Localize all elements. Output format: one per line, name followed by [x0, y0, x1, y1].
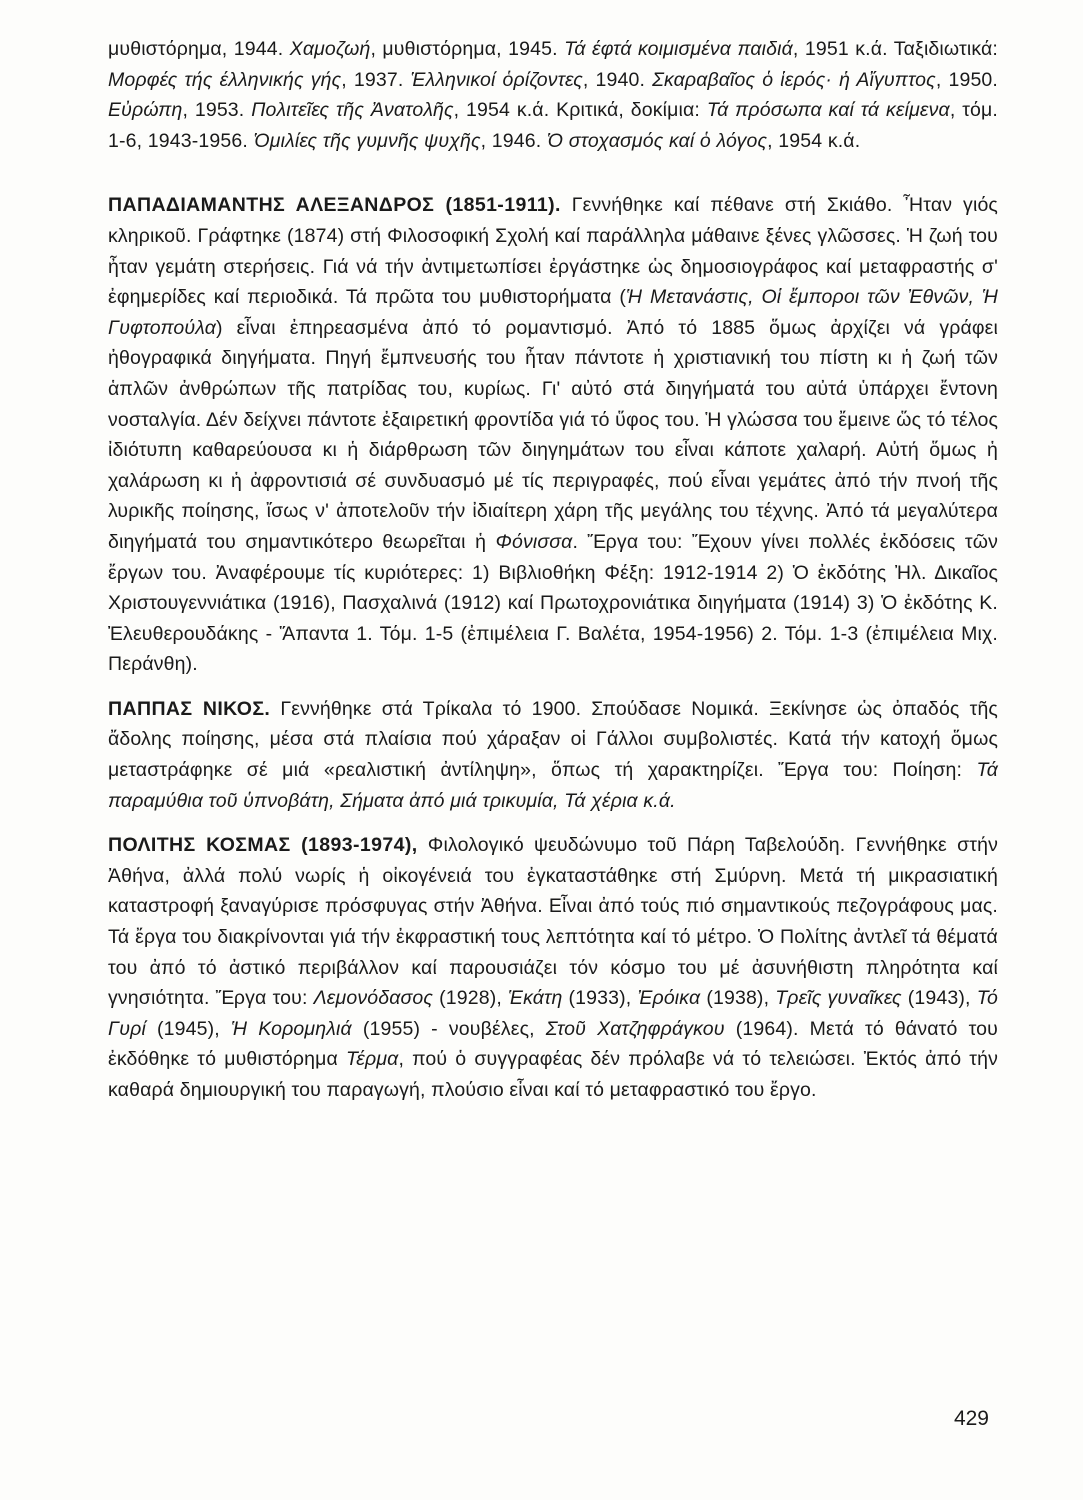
entry-heading: ΠΑΠΑΔΙΑΜΑΝΤΗΣ ΑΛΕΞΑΝΔΡΟΣ (1851-1911). — [108, 194, 561, 217]
italic-title: Τό Γυρί — [108, 987, 998, 1040]
text-run: Γεννήθηκε καί πέθανε στή Σκιάθο. Ἦταν γιός κληρικοῦ. Γράφτηκε (1874) στή Φιλοσοφική Σχολή καί παράλληλα μάθαινε ξένες γλῶσσες. Ἡ ζωή του ἦταν γεμάτη στερήσεις. Γιά νά τήν ἀντιμετωπίσει ἐργάστηκε ὡς δημοσιογράφος καί μεταφραστής σ' ἐφημερίδες καί περιοδικά. Τά πρῶτα του μυθιστορήματα ( — [108, 194, 998, 309]
entry-text — [108, 190, 998, 680]
page-number: 429 — [953, 1407, 989, 1430]
text-run: (1945), — [145, 1017, 231, 1040]
italic-title: Τρεῖς γυναῖκες — [775, 987, 902, 1010]
text-run: , μυθιστόρημα, 1945. — [370, 38, 565, 60]
italic-title: Τά παραμύθια τοῦ ὑπνοβάτη, Σήματα ἀπό μιά τρικυμία, Τά χέρια κ.ά. — [108, 759, 998, 812]
italic-title: Ἡ Κορομηλιά — [230, 1017, 352, 1040]
italic-title: Ἡ Μετανάστις, Οἱ ἔμποροι τῶν Ἐθνῶν, Ἡ Γυφτοπούλα — [108, 286, 998, 339]
text-run: Γεννήθηκε στά Τρίκαλα τό 1900. Σπούδασε Νομικά. Ξεκίνησε ὡς ὀπαδός τῆς ἄδολης ποίησης, μέσα στά πλαίσια πού χάραξαν οἱ Γάλλοι συμβολιστές. Κατά τήν κατοχή ὅμως μεταστράφηκε σέ μιά «ρεαλιστική ἀντίληψη», ὅπως τή χαρακτηρίζει. Ἔργα του: Ποίηση: — [108, 697, 998, 782]
entry-continuation — [108, 34, 998, 156]
text-run: , 1937. — [341, 68, 411, 91]
text-run: (1943), — [901, 987, 977, 1010]
text-run: , 1940. — [582, 68, 653, 91]
entry-heading: ΠΟΛΙΤΗΣ ΚΟΣΜΑΣ (1893-1974), — [108, 834, 418, 857]
italic-title: Ἐρόικα — [637, 987, 701, 1010]
italic-title: Πολιτεῖες τῆς Ἀνατολῆς — [251, 99, 454, 122]
entry-politis — [108, 830, 998, 1105]
italic-title: Ἑλληνικοί ὁρίζοντες — [410, 68, 583, 91]
text-run: (1955) - νουβέλες, — [351, 1017, 546, 1040]
italic-title: Χαμοζωή — [289, 38, 371, 60]
italic-title: Μορφές τής έλληνικής γής — [108, 68, 342, 91]
text-run: , πού ὁ συγγραφέας δέν πρόλαβε νά τό τελειώσει. Ἐκτός ἀπό τήν καθαρά δημιουργική του παραγωγή, πλούσιο εἶναι καί τό μεταφραστικό του ἔργο. — [108, 1048, 998, 1101]
text-run: , 1954 κ.ά. Κριτικά, δοκίμια: — [453, 99, 707, 122]
text-run: , 1946. — [480, 129, 547, 152]
italic-title: Ἑκάτη — [508, 987, 563, 1010]
text-run: (1964). Μετά τό θάνατό του ἐκδόθηκε τό μυθιστόρημα — [108, 1017, 998, 1071]
text-run: (1928), — [433, 987, 509, 1010]
entry-segments — [108, 834, 998, 1101]
text-run: , 1954 κ.ά. — [767, 129, 861, 152]
text-run: (1933), — [562, 987, 638, 1010]
italic-title: Εὐρώπη — [108, 99, 183, 122]
italic-title: Φόνισσα — [495, 530, 573, 553]
entry-segments — [108, 38, 998, 152]
italic-title: Ὁ στοχασμός καί ὁ λόγος — [546, 129, 768, 152]
entry-text — [108, 830, 998, 1105]
text-run: , 1950. — [935, 68, 998, 91]
text-run: , τόμ. 1-6, 1943-1956. — [108, 99, 998, 152]
italic-title: Σκαραβαῖος ὁ ἱερός· ἡ Αἴγυπτος — [652, 68, 936, 91]
italic-title: Λεμονόδασος — [313, 987, 434, 1010]
italic-title: Τά έφτά κοιμισμένα παιδιά — [564, 38, 793, 60]
text-run: (1938), — [700, 987, 776, 1010]
italic-title: Ὁμιλίες τῆς γυμνῆς ψυχῆς — [253, 129, 481, 152]
italic-title: Τέρμα — [346, 1048, 399, 1071]
entry-text — [108, 694, 998, 816]
entry-pappas — [108, 694, 998, 816]
text-run: μυθιστόρημα, 1944. — [108, 38, 290, 60]
entry-segments — [108, 194, 998, 675]
text-run: Φιλολογικό ψευδώνυμο τοῦ Πάρη Ταβελούδη. Γεννήθηκε στήν Ἀθήνα, ἀλλά πολύ νωρίς ἡ οἰκογένειά του ἐγκαταστάθηκε στή Σμύρνη. Μετά τή μικρασιατική καταστροφή ξαναγύρισε πρόσφυγας στήν Ἀθήνα. Εἶναι ἀπό τούς πιό σημαντικούς πεζογράφους μας. Τά ἔργα του διακρίνονται γιά τήν ἐκφραστική τους λεπτότητα καί τό μέτρο. Ὁ Πολίτης ἀντλεῖ τά θέματά του ἀπό τό ἀστικό περιβάλλον καί παρουσιάζει τόν κόσμο του μέ ἀσυνήθιστη πληρότητα καί γνησιότητα. Ἔργα του: — [108, 834, 998, 1010]
text-run: , 1953. — [182, 99, 252, 122]
entry-text — [108, 34, 998, 156]
text-run: , 1951 κ.ά. Ταξιδιωτικά: — [792, 38, 998, 60]
entry-heading: ΠΑΠΠΑΣ ΝΙΚΟΣ. — [108, 697, 271, 720]
text-run: . Ἔργα του: Ἔχουν γίνει πολλές ἐκδόσεις τῶν ἔργων του. Ἀναφέρουμε τίς κυριότερες: 1) Βιβλιοθήκη Φέξη: 1912-1914 2) Ὁ ἐκδότης Ἠλ. Δικαῖος Χριστουγεννιάτικα (1916), Πασχαλινά (1912) καί Πρωτοχρονιάτικα διηγήματα (1914) 3) Ὁ ἐκδότης Κ. Ἐλευθερουδάκης - Ἅπαντα 1. Τόμ. 1-5 (ἐπιμέλεια Γ. Βαλέτα, 1954-1956) 2. Τόμ. 1-3 (ἐπιμέλεια Μιχ. Περάνθη). — [108, 530, 998, 676]
italic-title: Τά πρόσωπα καί τά κείμενα — [706, 99, 950, 122]
text-run: ) εἶναι ἐπηρεασμένα ἀπό τό ρομαντισμό. Ἀπό τό 1885 ὅμως ἀρχίζει νά γράφει ἠθογραφικά διηγήματα. Πηγή ἔμπνευσής του ἦταν πάντοτε ἡ χριστιανική του πίστη κι ἡ ζωή τῶν ἁπλῶν ἀνθρώπων τῆς πατρίδας του, κυρίως. Γι' αὐτό στά διηγήματά του αὐτά ὑπάρχει ἔντονη νοσταλγία. Δέν δείχνει πάντοτε ἐξαιρετική φροντίδα γιά τό ὕφος του. Ἡ γλώσσα του ἔμεινε ὥς τό τέλος ἰδιότυπη καθαρεύουσα κι ἡ διάρθρωση τῶν διηγημάτων του εἶναι κάποτε χαλαρή. Αὐτή ὅμως ἡ χαλάρωση κι ἡ ἀφροντισιά σέ συνδυασμό μέ τίς περιγραφές, πού εἶναι γεμάτες ἀπό τήν πνοή τῆς λυρικῆς ποίησης, ἴσως ν' ἀποτελοῦν τήν ἰδιαίτερη χάρη τῆς μεγάλης του τέχνης. Ἀπό τά μεγαλύτερα διηγήματά του σημαντικότερο θεωρεῖται ἡ — [108, 316, 998, 553]
italic-title: Στοῦ Χατζηφράγκου — [545, 1017, 725, 1040]
page-body — [108, 34, 998, 1120]
entry-papadiamantis — [108, 190, 998, 680]
